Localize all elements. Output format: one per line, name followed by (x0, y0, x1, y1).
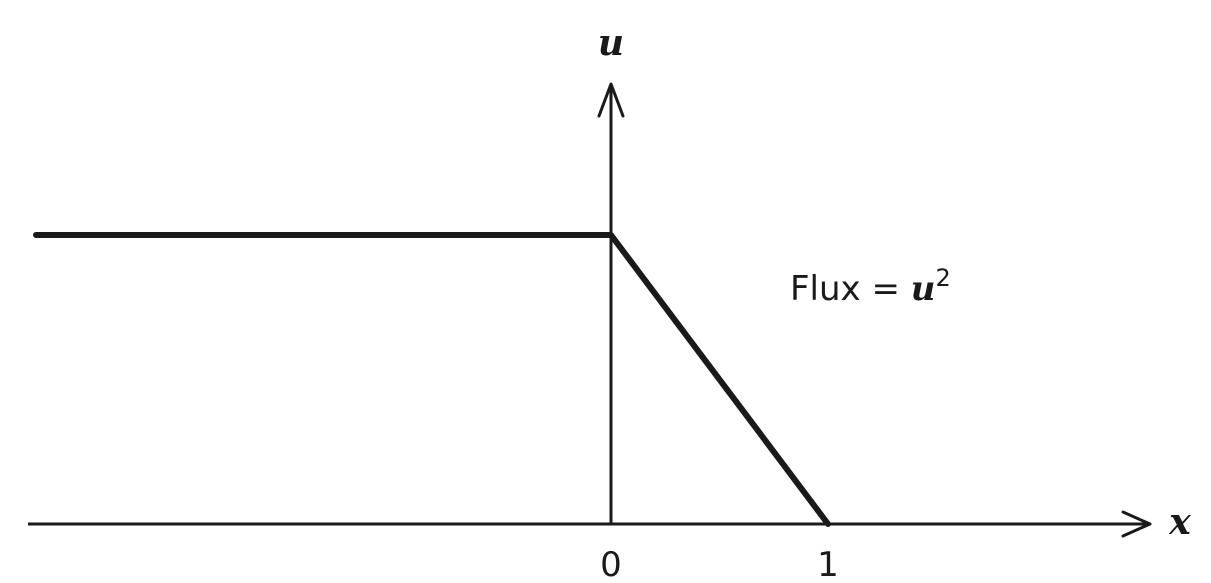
x-tick-labels (600, 545, 839, 583)
flux-annotation-exponent: 2 (935, 264, 951, 292)
flux-annotation-prefix: Flux = (790, 269, 911, 309)
x-tick-label: 0 (600, 545, 622, 583)
x-tick-label: 1 (817, 545, 839, 583)
y-axis-label: u (597, 22, 625, 64)
x-axis-label: x (1169, 501, 1191, 543)
series-line-u (36, 235, 828, 524)
flux-annotation-variable: u (910, 269, 936, 309)
flux-annotation (790, 264, 951, 309)
